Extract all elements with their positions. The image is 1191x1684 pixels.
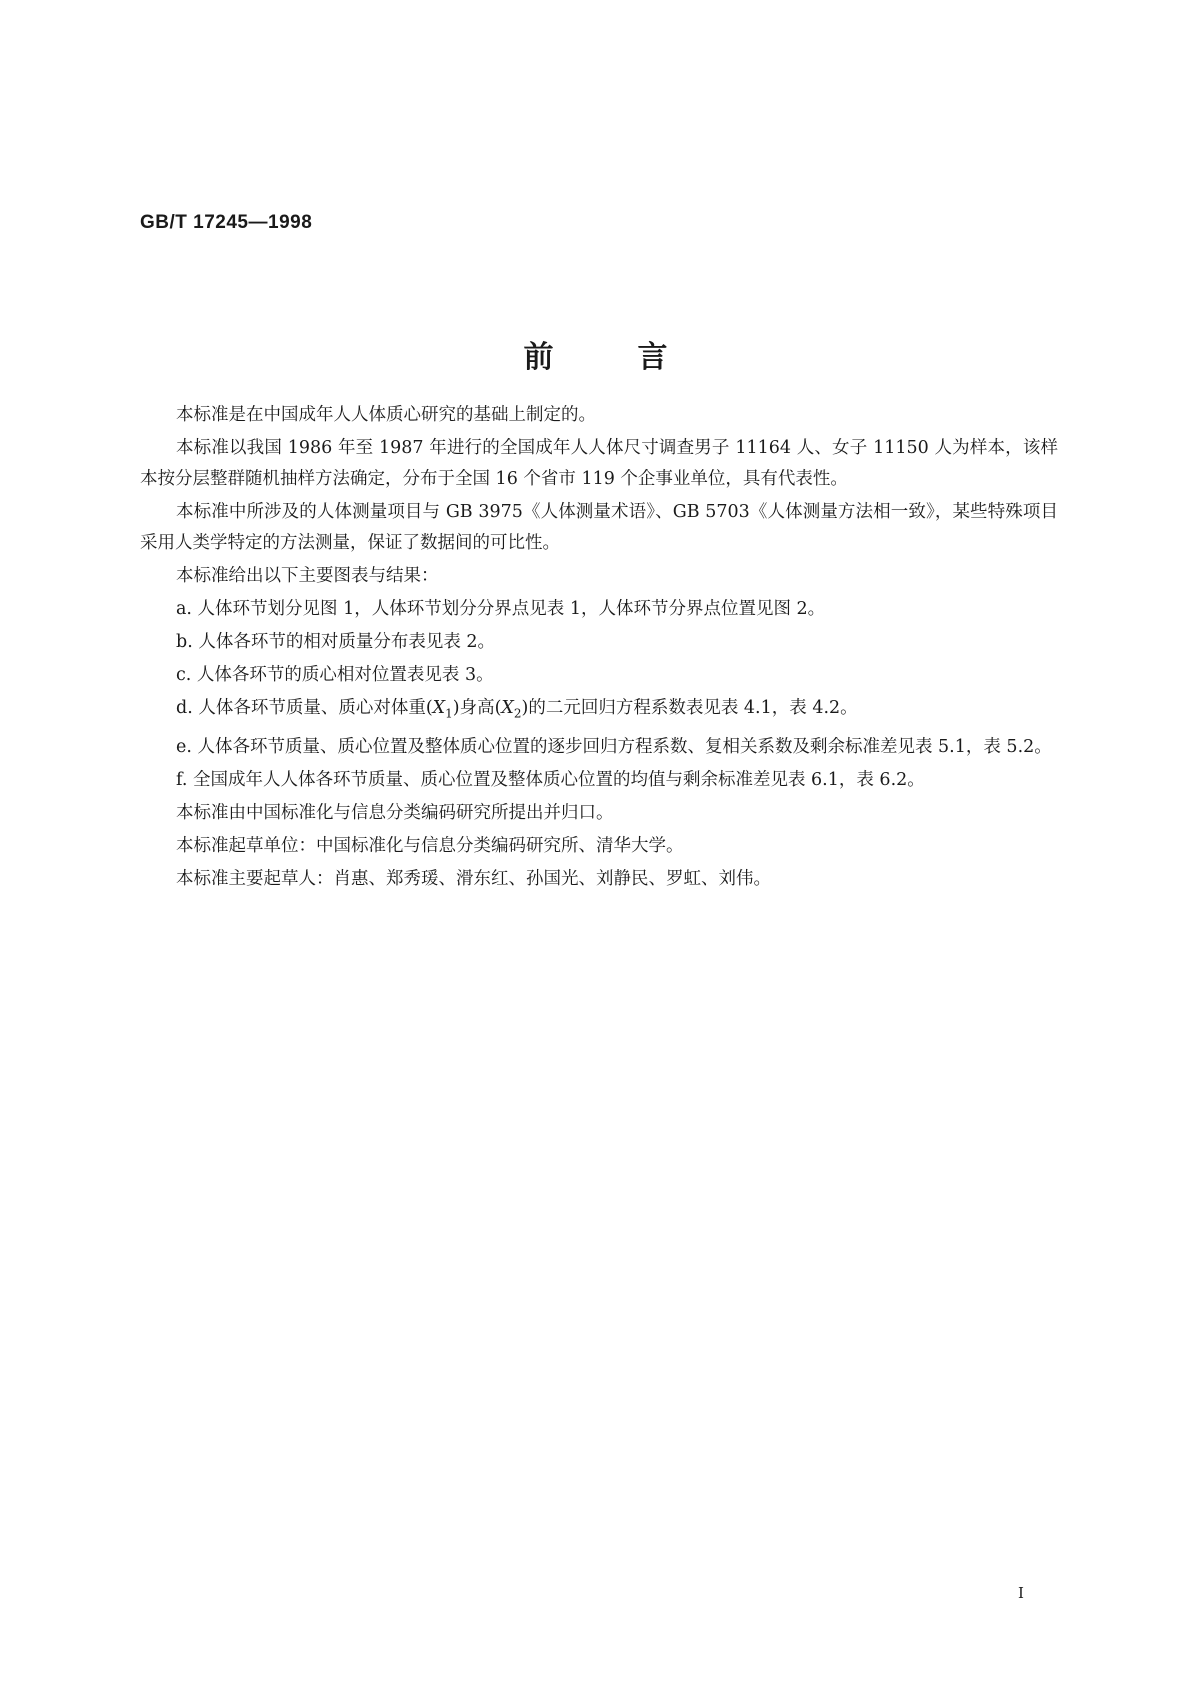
list-item-d: d. 人体各环节质量、质心对体重$(X_1)$身高$(X_2)$的二元回归方程系数表见表 4.1，表 4.2。 <box>176 698 858 721</box>
preface-body <box>140 400 1058 897</box>
paragraph-proposer: 本标准由中国标准化与信息分类编码研究所提出并归口。 <box>176 802 614 823</box>
list-item-c: c. 人体各环节的质心相对位置表见表 3。 <box>176 665 494 685</box>
list-item-b: b. 人体各环节的相对质量分布表见表 2。 <box>176 632 496 652</box>
standard-code: GB/T 17245—1998 <box>140 212 313 233</box>
page-number: I <box>1018 1584 1024 1602</box>
page-title: 前言 <box>523 340 752 375</box>
list-item-f: f. 全国成年人人体各环节质量、质心位置及整体质心位置的均值与剩余标准差见表 6.1，表 6.2。 <box>176 769 925 790</box>
paragraph-drafting-unit: 本标准起草单位：中国标准化与信息分类编码研究所、清华大学。 <box>176 835 684 856</box>
paragraph-measurement: 本标准中所涉及的人体测量项目与 GB 3975《人体测量术语》、GB 5703《人体测量方法相一致》，某些特殊项目采用人类学特定的方法测量，保证了数据间的可比性。 <box>140 502 1058 553</box>
paragraph-sample: 本标准以我国 1986 年至 1987 年进行的全国成年人人体尺寸调查男子 11164 人、女子 11150 人为样本，该样本按分层整群随机抽样方法确定，分布于全国 16 个省市 119 个企事业单位，具有代表性。 <box>140 438 1058 489</box>
paragraph-intro: 本标准是在中国成年人人体质心研究的基础上制定的。 <box>176 405 596 425</box>
list-item-e: e. 人体各环节质量、质心位置及整体质心位置的逐步回归方程系数、复相关系数及剩余标准差见表 5.1，表 5.2。 <box>176 736 1052 757</box>
list-item-a: a. 人体环节划分见图 1，人体环节划分分界点见表 1，人体环节分界点位置见图 2。 <box>176 599 826 619</box>
paragraph-results-intro: 本标准给出以下主要图表与结果： <box>176 566 439 586</box>
paragraph-drafters: 本标准主要起草人：肖惠、郑秀瑗、滑东红、孙国光、刘静民、罗虹、刘伟。 <box>176 868 771 889</box>
